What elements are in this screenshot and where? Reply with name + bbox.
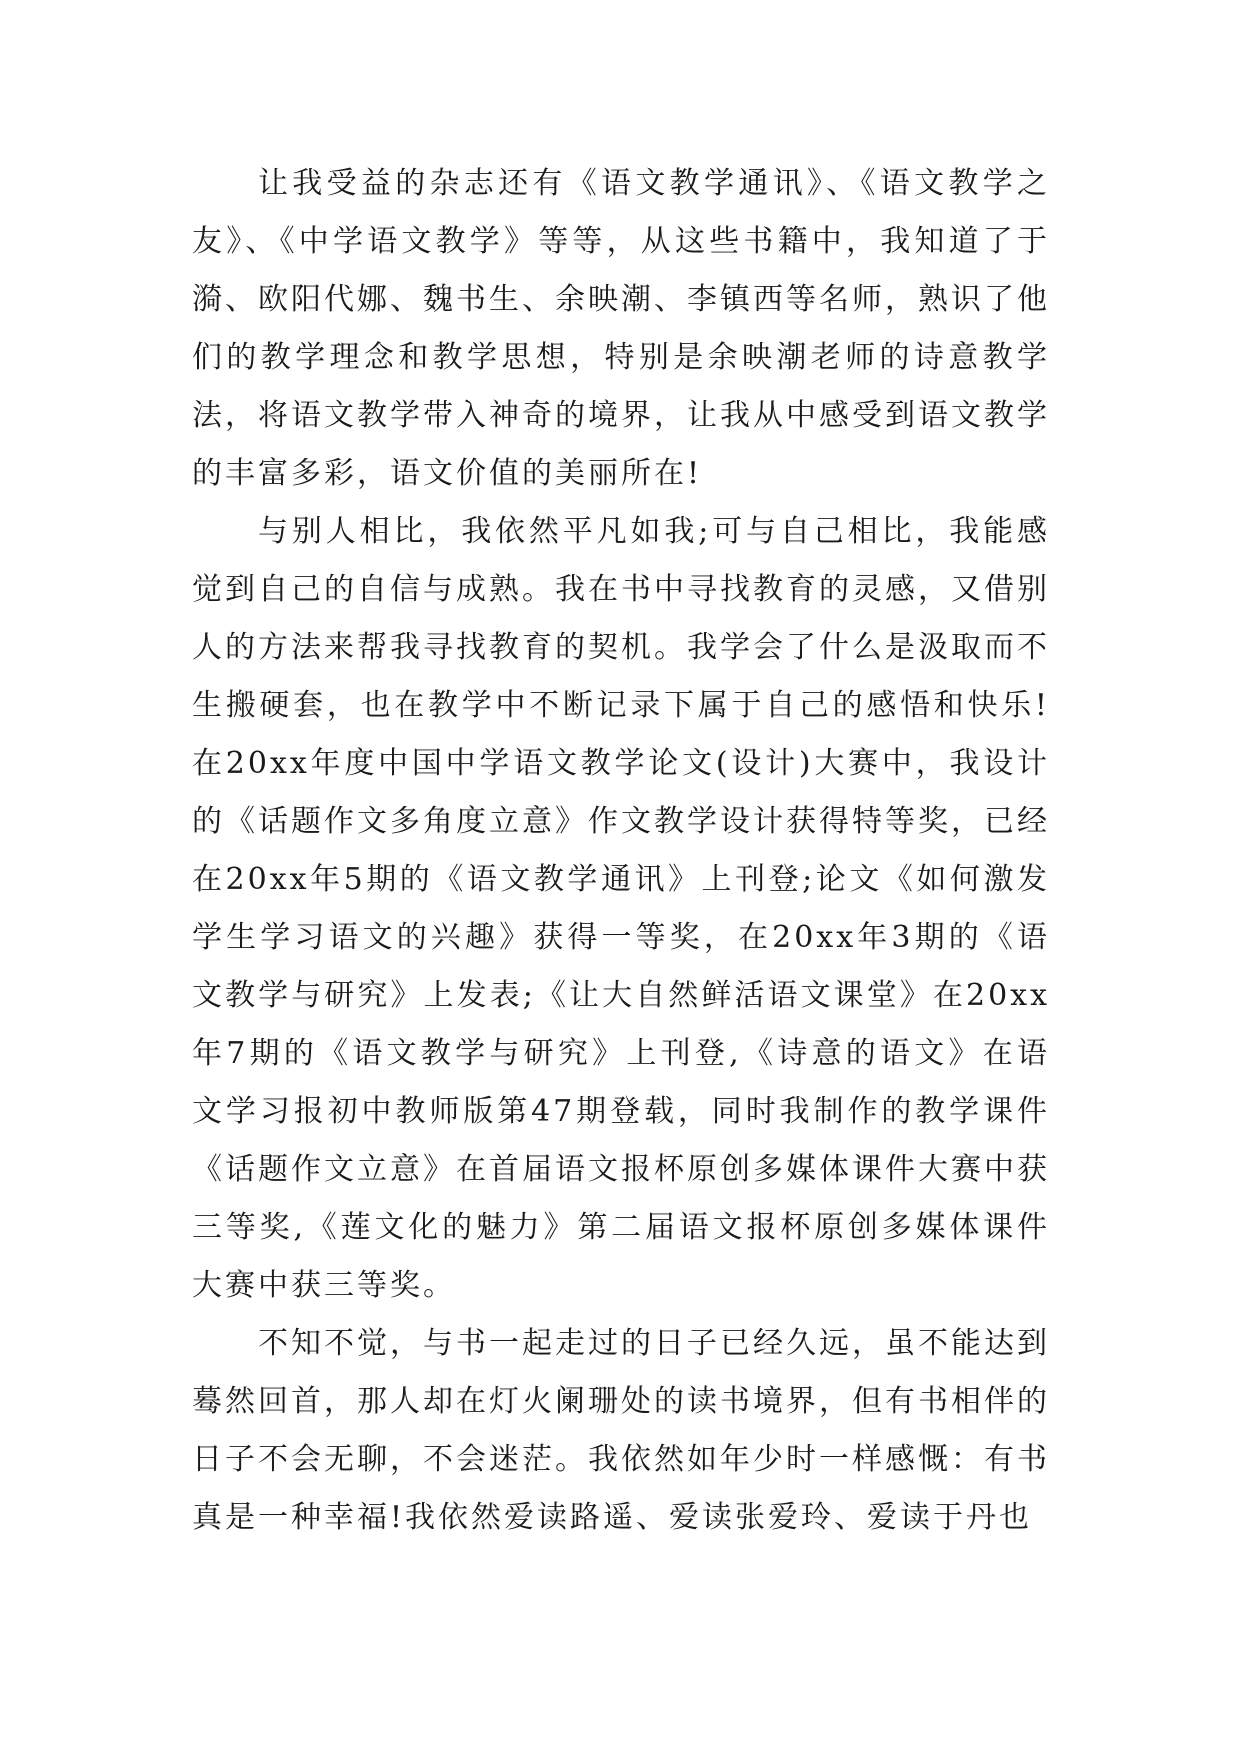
paragraph-3: 不知不觉，与书一起走过的日子已经久远，虽不能达到蓦然回首，那人却在灯火阑珊处的读书境界，但有书相伴的日子不会无聊，不会迷茫。我依然如年少时一样感慨：有书真是一种幸福!我依然爱读路遥、爱读张爱玲、爱读于丹也	[192, 1326, 1050, 1535]
paragraph-1: 让我受益的杂志还有《语文教学通讯》、《语文教学之友》、《中学语文教学》等等，从这些书籍中，我知道了于漪、欧阳代娜、魏书生、余映潮、李镇西等名师，熟识了他们的教学理念和教学思想，特别是余映潮老师的诗意教学法，将语文教学带入神奇的境界，让我从中感受到语文教学的丰富多彩，语文价值的美丽所在!	[192, 166, 1050, 491]
paragraph-2: 与别人相比，我依然平凡如我;可与自己相比，我能感觉到自己的自信与成熟。我在书中寻找教育的灵感，又借别人的方法来帮我寻找教育的契机。我学会了什么是汲取而不生搬硬套，也在教学中不断记录下属于自己的感悟和快乐!在20xx年度中国中学语文教学论文(设计)大赛中，我设计的《话题作文多角度立意》作文教学设计获得特等奖，已经在20xx年5期的《语文教学通讯》上刊登;论文《如何激发学生学习语文的兴趣》获得一等奖，在20xx年3期的《语文教学与研究》上发表;《让大自然鲜活语文课堂》在20xx年7期的《语文教学与研究》上刊登,《诗意的语文》在语文学习报初中教师版第47期登载，同时我制作的教学课件《话题作文立意》在首届语文报杯原创多媒体课件大赛中获三等奖,《莲文化的魅力》第二届语文报杯原创多媒体课件大赛中获三等奖。	[192, 514, 1050, 1303]
document-body	[192, 155, 1050, 1547]
